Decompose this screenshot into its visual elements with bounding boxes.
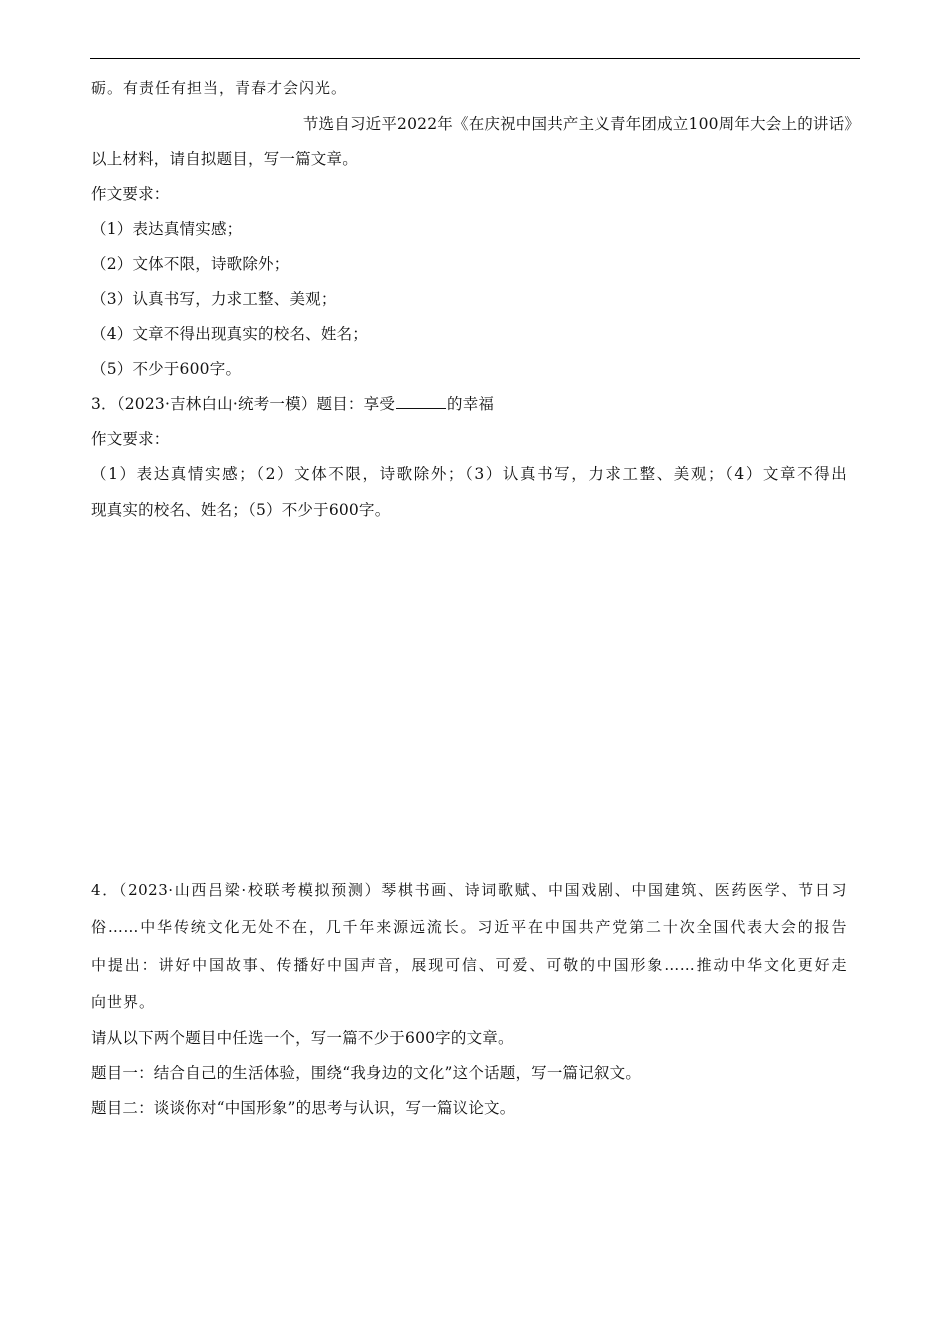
q4-instruction: 请从以下两个题目中任选一个，写一篇不少于600字的文章。	[91, 1029, 514, 1047]
q2-requirement-2: （2）文体不限，诗歌除外；	[91, 255, 290, 273]
passage-continuation: 砺。有责任有担当，青春才会闪光。	[91, 79, 348, 97]
q3-prompt-suffix: 的幸福	[447, 395, 495, 413]
header-rule	[90, 58, 860, 59]
q3-requirements-line-1: （1）表达真情实感；（2）文体不限，诗歌除外；（3）认真书写，力求工整、美观；（4）文章不得出	[91, 465, 847, 483]
q4-passage-line-1: 4．（2023·山西吕梁·校联考模拟预测）琴棋书画、诗词歌赋、中国戏剧、中国建筑、医药医学、节日习	[91, 881, 847, 899]
q4-topic-2: 题目二：谈谈你对“中国形象”的思考与认识，写一篇议论文。	[91, 1099, 516, 1117]
q2-instruction: 以上材料，请自拟题目，写一篇文章。	[91, 150, 358, 168]
q4-passage-line-3: 中提出：讲好中国故事、传播好中国声音，展现可信、可爱、可敬的中国形象……推动中华文化更好走	[91, 956, 847, 974]
q4-topic-1: 题目一：结合自己的生活体验，围绕“我身边的文化”这个话题，写一篇记叙文。	[91, 1064, 642, 1082]
q3-title-blank	[396, 394, 446, 409]
q3-requirements-title: 作文要求：	[91, 430, 170, 448]
q2-requirement-4: （4）文章不得出现真实的校名、姓名；	[91, 325, 368, 343]
q4-passage-line-4: 向世界。	[91, 993, 156, 1011]
q3-prompt	[91, 394, 494, 414]
q2-requirements-title: 作文要求：	[91, 185, 170, 203]
q2-requirement-3: （3）认真书写，力求工整、美观；	[91, 290, 337, 308]
passage-source: 节选自习近平2022年《在庆祝中国共产主义青年团成立100周年大会上的讲话》	[302, 115, 860, 133]
q4-passage-line-2: 俗……中华传统文化无处不在，几千年来源远流长。习近平在中国共产党第二十次全国代表大会的报告	[91, 918, 847, 936]
q2-requirement-5: （5）不少于600字。	[91, 360, 242, 378]
q3-requirements-line-2: 现真实的校名、姓名；（5）不少于600字。	[91, 501, 391, 519]
q2-requirement-1: （1）表达真情实感；	[91, 220, 243, 238]
q3-prompt-prefix: 3．（2023·吉林白山·统考一模）题目：享受	[91, 395, 396, 413]
